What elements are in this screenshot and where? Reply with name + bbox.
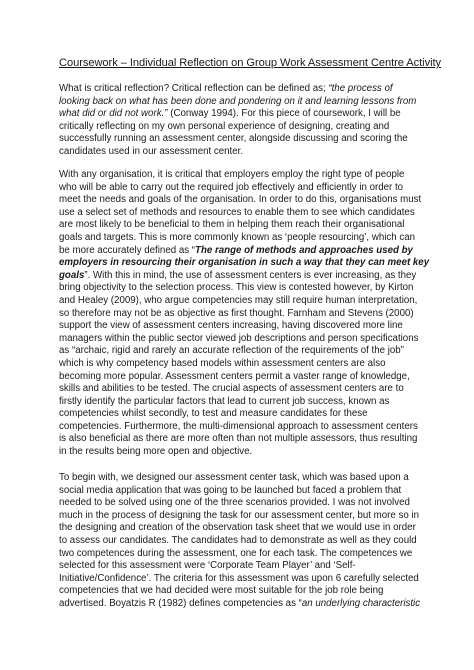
text-segment: goals bbox=[59, 269, 85, 281]
text-segment: successfully running an assessment center, alongside discussing and scoring the bbox=[59, 133, 408, 145]
text-line bbox=[59, 333, 419, 346]
text-segment: as “archaic, rigid and rarely an accurate reflection of the requirements of the job” bbox=[59, 345, 404, 357]
text-line bbox=[59, 485, 419, 498]
text-line bbox=[59, 133, 419, 146]
text-segment: The range of methods and approaches used by bbox=[195, 244, 413, 256]
text-segment: firstly identify the particular factors that lead to current job success, known as bbox=[59, 395, 390, 407]
text-segment: is also beneficial as there are more often than not multiple assessors, thus resulting bbox=[59, 433, 418, 445]
text-segment: “the process of bbox=[328, 83, 393, 94]
text-line bbox=[59, 598, 419, 611]
text-line bbox=[59, 421, 419, 434]
text-line bbox=[59, 383, 419, 396]
text-segment: competencies whilst secondly, to test and measure candidates for these bbox=[59, 408, 368, 420]
text-line bbox=[59, 96, 419, 109]
paragraph-people-resourcing bbox=[59, 169, 430, 459]
text-segment: looking back on what has been done and pondering on it and learning lessons from bbox=[59, 95, 417, 107]
text-segment: two competences during the assessment, one for each task. The competences we bbox=[59, 547, 413, 559]
text-segment: competencies that we had decided were most suitable for the job role being bbox=[59, 585, 384, 597]
text-line bbox=[59, 433, 419, 446]
document-title: Coursework – Individual Reflection on Group Work Assessment Centre Activity bbox=[59, 57, 442, 69]
text-segment: the designing and creation of the observation task sheet that we would use in order bbox=[59, 522, 416, 534]
text-segment: employers in resourcing their organisation in such a way that they can meet key bbox=[59, 257, 430, 269]
paragraph-assessment-task bbox=[59, 472, 419, 611]
text-segment: goals and targets. This is more commonly known as ‘people resourcing’, which can bbox=[59, 231, 416, 243]
text-segment: which is why competency based models within assessment centers are also bbox=[59, 357, 386, 369]
text-line bbox=[59, 169, 419, 182]
text-segment: social media application that was going to be launched but faced a problem that bbox=[59, 484, 402, 496]
text-line bbox=[59, 282, 419, 295]
text-line bbox=[59, 535, 419, 548]
text-line bbox=[59, 560, 419, 573]
text-line bbox=[59, 194, 422, 207]
text-line bbox=[59, 121, 419, 134]
text-segment: ”. With this in mind, the use of assessment centers is ever increasing, as they bbox=[84, 269, 417, 281]
text-segment: Initiative/Confidence’. The criteria for this assessment was upon 6 carefully selected bbox=[59, 572, 419, 584]
text-segment: and Healey (2009), who argue competencies may still require human interpretation, bbox=[59, 294, 418, 306]
text-segment: what did or did not work.” bbox=[59, 108, 168, 120]
text-line bbox=[59, 371, 419, 384]
text-segment: selected for this assessment were ‘Corporate Team Player’ and ‘Self- bbox=[59, 560, 356, 572]
text-segment: an underlying characteristic bbox=[301, 597, 421, 609]
text-line bbox=[59, 308, 419, 321]
text-segment: managers within the public sector viewed job descriptions and person specifications bbox=[59, 332, 419, 344]
text-line bbox=[59, 396, 419, 409]
text-line bbox=[59, 573, 419, 586]
text-segment: use a select set of methods and resources to enable them to see which candidates bbox=[59, 206, 415, 218]
text-segment: needed to be solved using one of the three scenarios provided. I was not involved bbox=[59, 497, 410, 509]
text-segment: so therefore may not be as objective as first thought. Farnham and Stevens (2000) bbox=[59, 307, 414, 319]
text-line bbox=[59, 585, 419, 598]
text-line bbox=[59, 548, 419, 561]
text-line bbox=[59, 257, 430, 270]
text-segment: advertised. Boyatzis R (1982) defines competencies as “ bbox=[59, 597, 302, 609]
text-line bbox=[59, 270, 419, 283]
text-segment: competencies. Furthermore, the multi-dimensional approach to assessment centers bbox=[59, 420, 418, 432]
text-line bbox=[59, 358, 419, 371]
text-line bbox=[59, 146, 419, 159]
text-segment: are most likely to be beneficial to them in helping them reach their organisational bbox=[59, 219, 405, 231]
text-segment: to assess our candidates. The candidates had to demonstrate as well as they could bbox=[59, 534, 417, 546]
text-segment: bring objectivity to the selection process. This view is contested however, by Kirton bbox=[59, 282, 414, 294]
text-segment: What is critical reflection? Critical reflection can be defined as; bbox=[59, 83, 329, 94]
text-line bbox=[59, 497, 419, 510]
text-line bbox=[59, 522, 419, 535]
text-segment: To begin with, we designed our assessment center task, which was based upon a bbox=[59, 472, 409, 483]
text-segment: critically reflecting on my own personal experience of designing, creating and bbox=[59, 120, 390, 132]
text-segment: in the results being more open and objective. bbox=[59, 446, 253, 458]
text-line bbox=[59, 295, 419, 308]
text-line bbox=[59, 320, 419, 333]
text-segment: support the view of assessment centers increasing, having discovered more line bbox=[59, 320, 403, 332]
text-segment: candidates used in our assessment center. bbox=[59, 145, 244, 157]
text-line bbox=[59, 472, 419, 485]
text-line bbox=[59, 108, 419, 121]
text-line bbox=[59, 510, 419, 523]
text-segment: skills and abilities to be tested. The crucial aspects of assessment centers are to bbox=[59, 383, 404, 395]
text-line bbox=[59, 408, 419, 421]
text-line bbox=[59, 207, 419, 220]
text-segment: much in the process of designing the task for our assessment center, but more so in bbox=[59, 509, 419, 521]
text-segment: With any organisation, it is critical that employers employ the right type of people bbox=[59, 169, 405, 180]
paragraph-critical-reflection bbox=[59, 83, 419, 159]
text-segment: (Conway 1994). For this piece of coursework, I will be bbox=[167, 108, 401, 120]
text-line bbox=[59, 182, 419, 195]
text-line bbox=[59, 345, 419, 358]
text-line bbox=[59, 219, 419, 232]
text-segment: who will be able to carry out the required job effectively and efficiently in order to bbox=[59, 181, 404, 193]
text-line bbox=[59, 446, 419, 459]
text-line bbox=[59, 232, 419, 245]
text-segment: becoming more popular. Assessment centers permit a vaster range of knowledge, bbox=[59, 370, 410, 382]
text-segment: be more accurately defined as “ bbox=[59, 244, 196, 256]
text-line bbox=[59, 83, 419, 96]
text-segment: meet the needs and goals of the organisation. In order to do this, organisations must bbox=[59, 194, 422, 206]
text-line bbox=[59, 245, 419, 258]
